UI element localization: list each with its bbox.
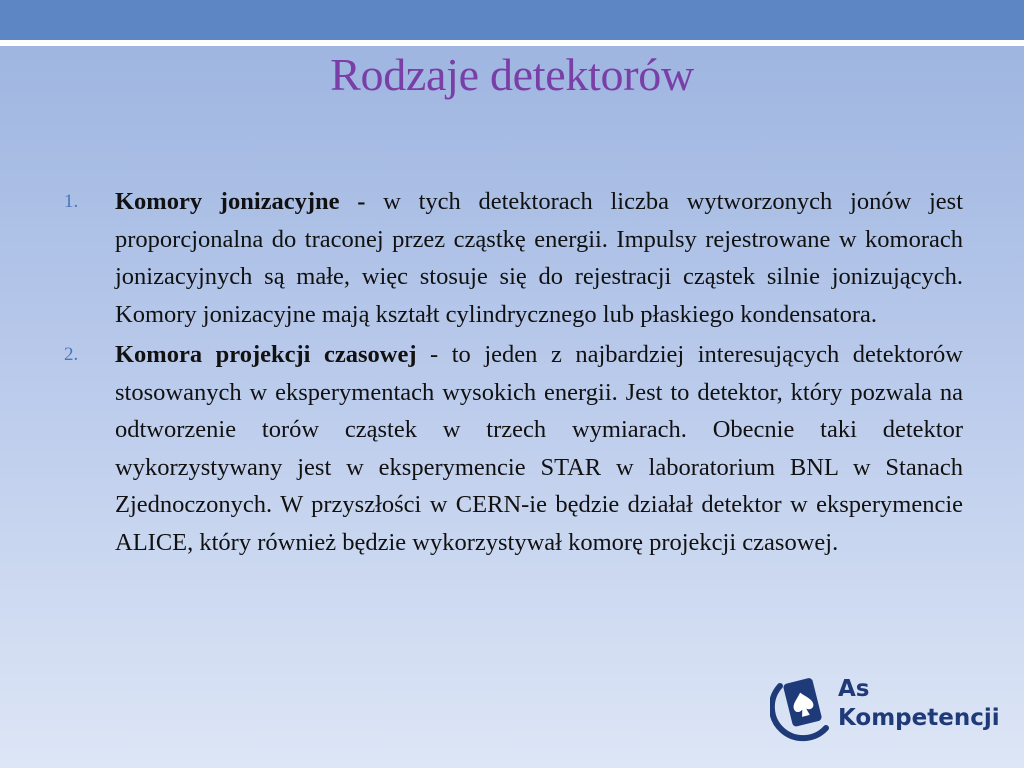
list-item-number: 2. [64,344,79,365]
slide-content-list [60,183,963,564]
as-kompetencji-logo [770,672,1000,744]
list-item [60,336,963,561]
list-item-text: w tych detektorach liczba wytworzonych jonów jest proporcjonalna do traconej przez cząstkę energii. Impulsy rejestrowane w komorach jonizacyjnych są małe, więc stosuje się do rejestracji cząstek silnie jonizujących. Komory jonizacyjne mają kształt cylindrycznego lub płaskiego kondensatora. [115,188,963,328]
list-item-lead: Komory jonizacyjne - [115,188,366,215]
list-item-text: - to jeden z najbardziej interesujących detektorów stosowanych w eksperymentach wysokich energii. Jest to detektor, który pozwala na odtworzenie torów cząstek w trzech wymiarach. Obecnie taki detektor wykorzystywany jest w eksperymencie STAR w laboratorium BNL w Stanach Zjednoczonych. W przyszłości w CERN-ie będzie działał detektor w eksperymencie ALICE, który również będzie wykorzystywał komorę projekcji czasowej. [115,341,963,556]
list-item [60,183,963,333]
top-band [0,0,1024,40]
top-divider [0,40,1024,46]
card-spade-icon [770,672,834,744]
logo-text-as: As [838,676,870,702]
list-item-number: 1. [64,191,79,212]
list-item-lead: Komora projekcji czasowej [115,341,417,368]
slide-title: Rodzaje detektorów [330,49,694,100]
logo-text-kompetencji: Kompetencji [838,705,1000,731]
